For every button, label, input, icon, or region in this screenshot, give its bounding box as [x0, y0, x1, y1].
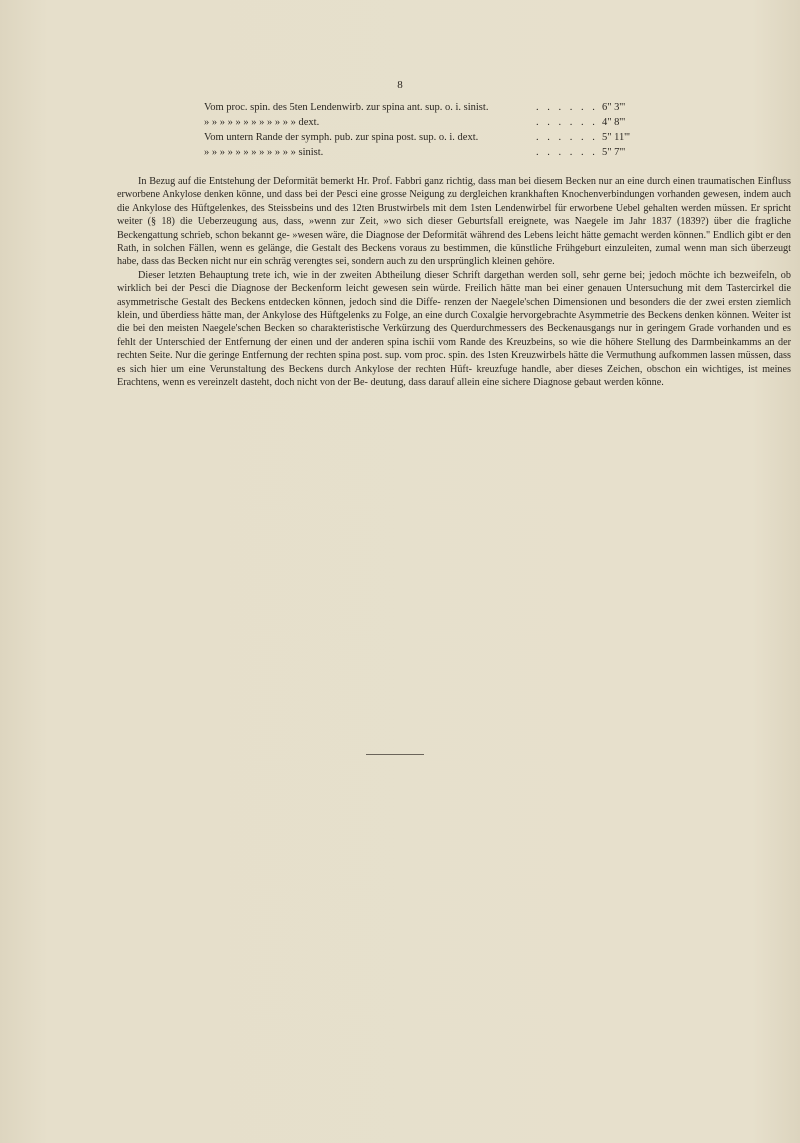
measurement-value: 4" 8''' — [602, 117, 626, 128]
measurement-label: Vom proc. spin. des 5ten Lendenwirb. zur spina ant. sup. o. i. sinist. — [204, 102, 489, 113]
measurement-value: 5" 11''' — [602, 132, 630, 143]
measurement-row — [204, 100, 634, 115]
measurement-table — [204, 100, 634, 160]
measurement-leader-dots: . . . . . . — [536, 132, 598, 143]
measurement-row — [204, 130, 634, 145]
measurement-leader-dots: . . . . . . — [536, 147, 598, 158]
measurement-row — [204, 115, 634, 130]
measurement-leader-dots: . . . . . . — [536, 117, 598, 128]
measurement-row — [204, 145, 634, 160]
page-number: 8 — [397, 79, 403, 91]
closing-rule — [366, 754, 424, 755]
body-text — [117, 175, 791, 390]
measurement-label: » » » » » » » » » » » » sinist. — [204, 147, 324, 158]
measurement-leader-dots: . . . . . . — [536, 102, 598, 113]
measurement-label: Vom untern Rande der symph. pub. zur spina post. sup. o. i. dext. — [204, 132, 479, 143]
measurement-value: 5" 7''' — [602, 147, 626, 158]
paragraph: Dieser letzten Behauptung trete ich, wie in der zweiten Abtheilung dieser Schrift dargethan werden soll, sehr gerne bei; jedoch möchte ich bezweifeln, ob wirklich bei der Pesci die Diagnose der Beckenform leicht gewesen sein würde. Freilich hätte man bei einer genauen Untersuchung mit dem Tastercirkel die asymmetrische Gestalt des Beckens entdecken können, jedoch sind die Diffe- renzen der Naegele'schen Dimensionen und besonders die der zwei ersten ziemlich klein, und überdiess hätte man, der Ankylose des Hüftgelenks zu Folge, an eine durch Coxalgie hervorgebrachte Asymmetrie des Beckens denken können. Weiter ist die bei den meisten Naegele'schen Becken so charakteristische Verkürzung des Querdurchmessers des Beckenausgangs nur in geringem Grade vorhanden und es fehlt der Unterschied der Entfernung der einen und der anderen spina ischii vom Rande des Kreuzbeins, so wie die höhere Stellung des Darmbeinkamms an der rechten Seite. Nur die geringe Entfernung der rechten spina post. sup. vom proc. spin. des 1sten Kreuzwirbels hätte die Vermuthung aufkommen lassen müssen, dass es sich hier um eine Verunstaltung des Beckens durch Ankylose der rechten Hüft- kreuzfuge handle, aber dieses Zeichen, obschon ein wichtiges, ist meines Erachtens, wenn es vereinzelt dasteht, doch nicht von der Be- deutung, dass darauf allein eine sichere Diagnose gebaut werden könne. — [117, 269, 791, 389]
measurement-value: 6" 3''' — [602, 102, 626, 113]
measurement-label: » » » » » » » » » » » » dext. — [204, 117, 320, 128]
paragraph: In Bezug auf die Entstehung der Deformität bemerkt Hr. Prof. Fabbri ganz richtig, dass man bei diesem Becken nur an eine durch einen traumatischen Einfluss erworbene Ankylose denken könne, und dass bei der Pesci eine grosse Neigung zu dergleichen krankhaften Knochenverbindungen vorhanden gewesen, indem auch die Ankylose des Hüftgelenkes, des Steissbeins und des 12ten Brustwirbels mit dem 1sten Lendenwirbel für erworbene Uebel gehalten werden müssen. Er spricht weiter (§ 18) die Ueberzeugung aus, dass, »wenn zur Zeit, »wo sich dieser Geburtsfall ereignete, was Naegele im Jahr 1837 (1839?) über die fragliche Beckengattung schrieb, schon bekannt ge- »wesen wäre, die Diagnose der Deformität während des Lebens leicht hätte gemacht werden können." Endlich gibt er den Rath, in solchen Fällen, wenn es gelänge, die Gestalt des Beckens voraus zu bestimmen, die künstliche Frühgeburt einzuleiten, zumal wenn man sich überzeugt habe, dass das Becken nicht nur ein schräg verengtes sei, sondern auch zu den ursprünglich kleinen gehöre. — [117, 176, 791, 268]
